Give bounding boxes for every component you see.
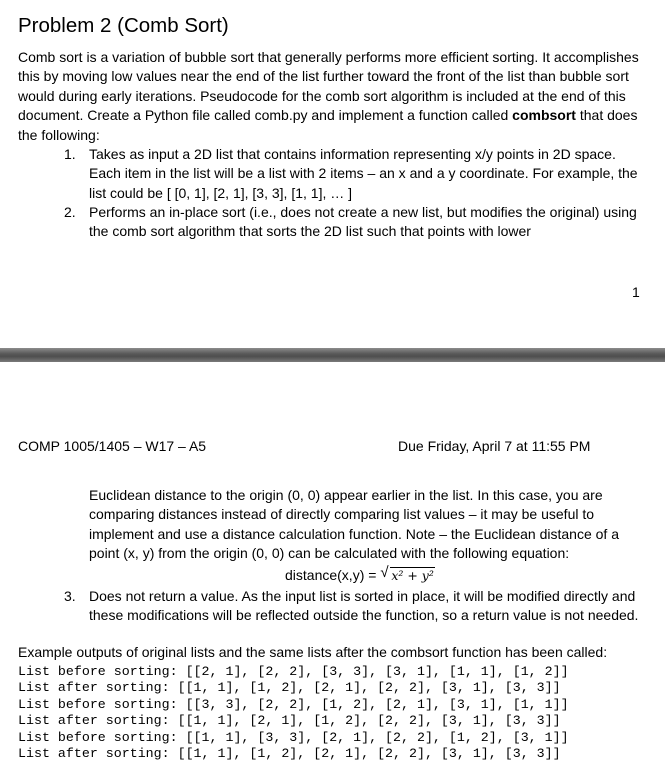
continuation-paragraph: Euclidean distance to the origin (0, 0) appear earlier in the list. In this case, you are comparing distances instead of directly comparing list values – it may be useful to implement and use a distance calculation function. Note – the Euclidean distance of a point (x, y) from the origin (0, 0) can be calculated with the following equation: (89, 487, 619, 562)
code-line: List before sorting: [[1, 1], [3, 3], [2, 1], [2, 2], [1, 2], [3, 1]] (18, 730, 569, 745)
list-item-text: Performs an in-place sort (i.e., does not create a new list, but modifies the original) using the comb sort algorithm that sorts the 2D list such that points with lower (89, 204, 637, 240)
code-line: List before sorting: [[2, 1], [2, 2], [3, 3], [3, 1], [1, 1], [1, 2]] (18, 664, 569, 679)
list-item-text: Does not return a value. As the input list is sorted in place, it will be modified directly and these modifications will be reflected outside the function, so a return value is not needed. (89, 588, 639, 624)
radical-icon: √ (380, 564, 389, 581)
radicand: x² + y² (391, 568, 434, 583)
page-divider (0, 348, 665, 362)
intro-text: Comb sort is a variation of bubble sort that generally performs more efficient sorting. It accomplishes this by moving low values near the end of the list further toward the front of the list than bubble sort would during early iterations. Pseudocode for the comb sort algorithm is included at the end of this document. Create a Python file called comb.py and implement a function called (18, 49, 639, 124)
distance-equation (285, 565, 435, 586)
code-line: List after sorting: [[1, 1], [2, 1], [1, 2], [2, 2], [3, 1], [3, 3]] (18, 713, 561, 728)
page-title: Problem 2 (Comb Sort) (18, 14, 229, 37)
list-item-number: 2. (64, 204, 76, 220)
intro-text-end: that does the following: (18, 107, 638, 143)
example-intro: Example outputs of original lists and the same lists after the combsort function has been called: (18, 644, 608, 660)
code-line: List before sorting: [[3, 3], [2, 2], [1, 2], [2, 1], [3, 1], [1, 1]] (18, 697, 569, 712)
header-course: COMP 1005/1405 – W17 – A5 (18, 438, 207, 454)
page-number: 1 (632, 284, 640, 300)
intro-paragraph (18, 48, 648, 145)
equation-lhs: distance(x,y) = (285, 567, 381, 583)
list-item-number: 1. (64, 146, 76, 162)
function-name: combsort (512, 107, 576, 124)
code-line: List after sorting: [[1, 1], [1, 2], [2, 1], [2, 2], [3, 1], [3, 3]] (18, 746, 561, 761)
code-line: List after sorting: [[1, 1], [1, 2], [2, 1], [2, 2], [3, 1], [3, 3]] (18, 680, 561, 695)
list-item-number: 3. (64, 588, 76, 604)
sqrt-expression (380, 565, 435, 586)
list-item-text: Takes as input a 2D list that contains information representing x/y points in 2D space. Each item in the list will be a list with 2 items – an x and a y coordinate. For example, the list could be [ [0, 1], [2, 1], [3, 3], [1, 1], … ] (89, 146, 638, 201)
header-due-date: Due Friday, April 7 at 11:55 PM (398, 438, 591, 454)
